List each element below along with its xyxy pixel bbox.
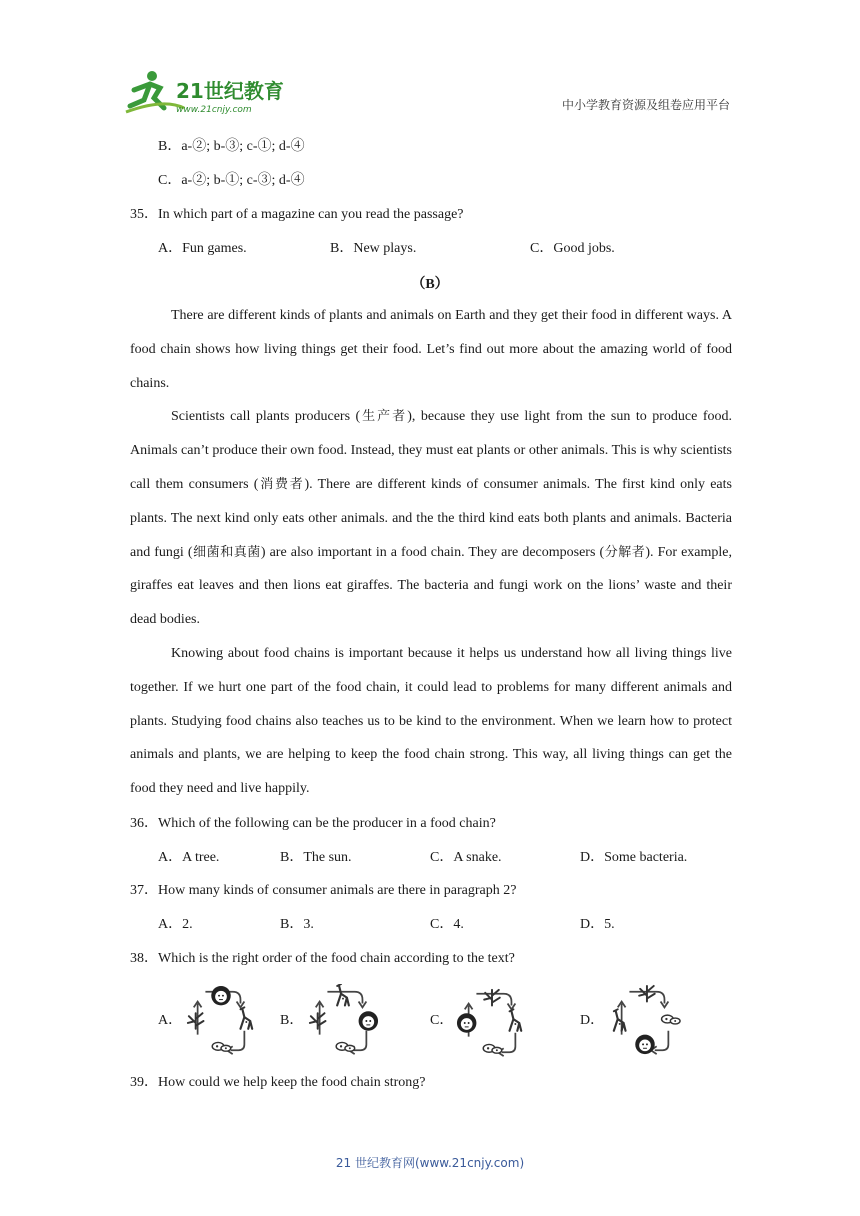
q36-option-c: C．A snake. [430, 850, 502, 865]
platform-name: 中小学教育资源及组卷应用平台 [561, 98, 730, 112]
site-logo [124, 68, 294, 116]
q35-option-a: A．Fun games. [158, 241, 247, 256]
q38-option-c: C． [430, 1013, 454, 1028]
food-chain-diagram-d [608, 984, 682, 1058]
q38-option-b: B． [280, 1013, 304, 1028]
q36-option-b: B．The sun. [280, 850, 352, 865]
q38-option-a: A． [158, 1013, 183, 1028]
question-38: 38．Which is the right order of the food chain according to the text? [130, 951, 515, 966]
question-39: 39．How could we help keep the food chain strong? [130, 1075, 426, 1090]
food-chain-diagram-b [306, 984, 380, 1058]
q36-option-d: D．Some bacteria. [580, 850, 688, 865]
question-35: 35．In which part of a magazine can you read the passage? [130, 207, 464, 222]
passage [130, 299, 732, 806]
paragraph-1: There are different kinds of plants and animals on Earth and they get their food in different ways. A food chain shows how living things get their food. Let’s find out more about the amazing world of food chains. [130, 308, 732, 391]
option-c-prev: C．a-②; b-①; c-③; d-④ [158, 173, 305, 188]
food-chain-diagram-c [455, 986, 529, 1060]
option-b-prev: B．a-②; b-③; c-①; d-④ [158, 139, 305, 154]
page-footer: 21 世纪教育网(www.21cnjy.com) [335, 1156, 525, 1170]
q37-option-a: A．2. [158, 917, 193, 932]
question-37: 37．How many kinds of consumer animals are there in paragraph 2? [130, 883, 517, 898]
food-chain-diagram-a [184, 984, 258, 1058]
q35-option-b: B．New plays. [330, 241, 417, 256]
q37-option-c: C．4. [430, 917, 464, 932]
paragraph-3: Knowing about food chains is important because it helps us understand how all living things live together. If we hurt one part of the food chain, it could lead to problems for many different animals and plants. Studying food chains also teaches us to be kind to the environment. When we learn how to protect animals and plants, we are helping to keep the food chain strong. This way, all living things can get the food they need and live happily. [130, 645, 732, 797]
paragraph-2: Scientists call plants producers (生产者), because they use light from the sun to produce food. Animals can’t produce their own food. Instead, they must eat plants or other animals. This is why scientists call them consumers (消费者). There are different kinds of consumer animals. The first kind only eats plants. The next kind only eats other animals. and the the third kind eats both plants and animals. Bacteria and fungi (细菌和真菌) are also important in a food chain. They are decomposers (分解者). For example, giraffes eat leaves and then lions eat giraffes. The bacteria and fungi work on the lions’ waste and their dead bodies. [130, 409, 732, 628]
q37-option-d: D．5. [580, 917, 615, 932]
q37-option-b: B．3. [280, 917, 314, 932]
question-36: 36．Which of the following can be the producer in a food chain? [130, 816, 496, 831]
q36-option-a: A．A tree. [158, 850, 220, 865]
q35-option-c: C．Good jobs. [530, 241, 615, 256]
q38-option-d: D． [580, 1013, 605, 1028]
logo-url: www.21cnjy.com [176, 105, 252, 115]
logo-text: 21世纪教育 [176, 79, 284, 103]
page-header [0, 0, 860, 122]
section-title: （B） [411, 277, 449, 292]
